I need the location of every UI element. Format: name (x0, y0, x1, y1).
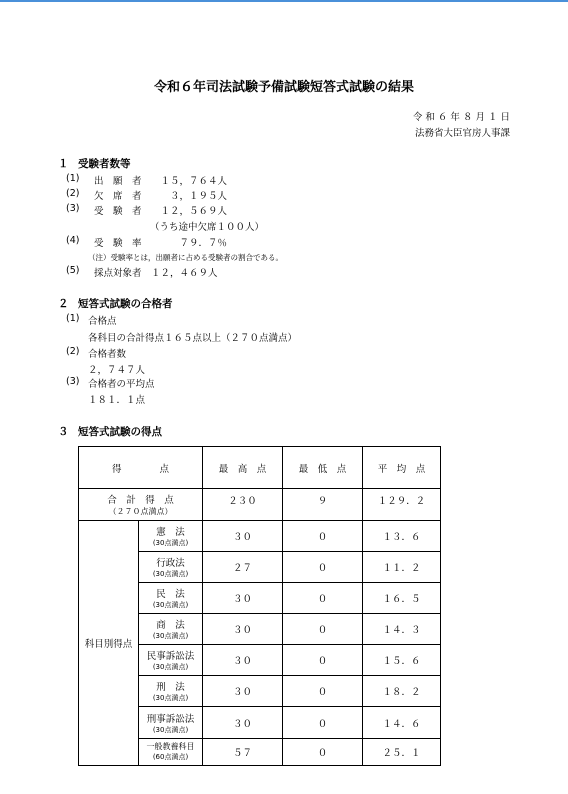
total-avg: １２９．２ (363, 489, 441, 521)
subject-label: 商 法 (156, 620, 185, 632)
subject-label: 憲 法 (156, 527, 185, 539)
section-2-item-mark: (1) (66, 313, 80, 324)
header-min: 最 低 点 (283, 447, 363, 489)
subject-cell (139, 738, 203, 765)
section-1-item-text: 受 験 者 １２，５６９人 (94, 206, 228, 217)
section-1-item-mark: (3) (66, 203, 80, 214)
subject-sub: (30点満点) (152, 694, 189, 703)
subject-avg: １４．６ (363, 707, 441, 738)
subject-cell (139, 676, 203, 707)
subject-avg: １５．６ (363, 645, 441, 676)
section-1-item-mark: (1) (66, 173, 80, 184)
section-1-item-mark: (5) (66, 265, 80, 276)
section-1-title: 受験者数等 (78, 158, 131, 170)
header-score: 得 点 (79, 447, 203, 489)
section-3-number: ３ (58, 426, 69, 438)
subject-cell (139, 552, 203, 583)
section-2-item-text: 各科目の合計得点１６５点以上（２７０点満点） (88, 333, 298, 344)
subject-max: ３０ (203, 614, 283, 645)
header-avg: 平 均 点 (363, 447, 441, 489)
section-2-item-mark: (2) (66, 346, 80, 357)
subject-avg: １６．５ (363, 583, 441, 614)
header-max: 最 高 点 (203, 447, 283, 489)
total-sub: （２７０点満点） (108, 507, 173, 516)
section-2-title: 短答式試験の合格者 (78, 298, 173, 310)
subject-avg: １１．２ (363, 552, 441, 583)
section-1-heading (58, 156, 131, 171)
subject-max: ３０ (203, 583, 283, 614)
subject-max: ５７ (203, 738, 283, 765)
section-2-item-text: ２，７４７人 (88, 365, 146, 376)
subject-max: ３０ (203, 676, 283, 707)
subject-label: 刑 法 (156, 682, 185, 694)
table-row-total (79, 489, 441, 521)
subject-min: ０ (283, 614, 363, 645)
total-label-cell (79, 489, 203, 521)
section-3-title: 短答式試験の得点 (78, 426, 162, 438)
subject-min: ０ (283, 583, 363, 614)
subject-sub: (30点満点) (152, 539, 189, 548)
subject-cell (139, 645, 203, 676)
section-1-note: （注）受験率とは，出願者に占める受験者の割合である。 (88, 253, 283, 262)
subject-label: 行政法 (156, 558, 185, 570)
section-1-item-text: 欠 席 者 ３，１９５人 (94, 191, 228, 202)
section-1-item-mark: (2) (66, 188, 80, 199)
subject-cell (139, 583, 203, 614)
subject-label: 民 法 (156, 589, 185, 601)
subject-cell (139, 707, 203, 738)
subject-cell (139, 521, 203, 552)
subject-max: ３０ (203, 521, 283, 552)
page-title: 令和６年司法試験予備試験短答式試験の結果 (153, 80, 414, 95)
total-label: 合 計 得 点 (107, 495, 174, 506)
section-1-item-text: 受 験 率 ７９．７％ (94, 238, 228, 249)
subject-max: ３０ (203, 707, 283, 738)
total-max: ２３０ (203, 489, 283, 521)
section-1-item-text: 出 願 者 １５，７６４人 (94, 176, 228, 187)
top-accent-line (0, 0, 568, 2)
table-row (79, 521, 441, 552)
subject-label: 民事訴訟法 (146, 651, 195, 663)
subject-min: ０ (283, 707, 363, 738)
section-1-item-text: 採点対象者 １２，４６９人 (94, 268, 218, 279)
subject-min: ０ (283, 676, 363, 707)
section-2-item-text: 合格者数 (88, 349, 127, 360)
subject-label: 刑事訴訟法 (146, 713, 195, 725)
subject-sub: (30点満点) (152, 601, 189, 610)
subject-min: ０ (283, 645, 363, 676)
section-2-item-text: 合格点 (88, 316, 117, 327)
subject-avg: ２５．１ (363, 738, 441, 765)
subject-sub: (30点満点) (152, 570, 189, 579)
subject-sub: (60点満点) (152, 753, 189, 762)
section-2-item-text: １８１．１点 (88, 395, 146, 406)
subject-min: ０ (283, 738, 363, 765)
section-2-number: ２ (58, 298, 69, 310)
section-1-item-mark: (4) (66, 235, 80, 246)
subject-label: 一般教養科目 (146, 742, 195, 752)
subject-sub: (30点満点) (152, 725, 189, 734)
subject-max: ３０ (203, 645, 283, 676)
document-date: 令 和 ６ 年 ８ 月 １ 日 (412, 112, 510, 123)
subject-avg: １８．２ (363, 676, 441, 707)
issuing-department: 法務省大臣官房人事課 (414, 128, 510, 139)
subject-sub: (30点満点) (152, 663, 189, 672)
section-1-number: １ (58, 158, 69, 170)
subject-min: ０ (283, 552, 363, 583)
subject-avg: １４．３ (363, 614, 441, 645)
section-1-item-text: （うち途中欠席１００人） (150, 222, 265, 233)
total-min: ９ (283, 489, 363, 521)
score-table (78, 446, 441, 766)
subject-sub: (30点満点) (152, 632, 189, 641)
section-2-item-mark: (3) (66, 376, 80, 387)
section-3-heading (58, 424, 162, 439)
subject-min: ０ (283, 521, 363, 552)
subject-max: ２７ (203, 552, 283, 583)
section-2-heading (58, 296, 173, 311)
table-header-row (79, 447, 441, 489)
subject-cell (139, 614, 203, 645)
section-2-item-text: 合格者の平均点 (88, 379, 155, 390)
subject-avg: １３．６ (363, 521, 441, 552)
group-label: 科目別得点 (79, 521, 139, 766)
